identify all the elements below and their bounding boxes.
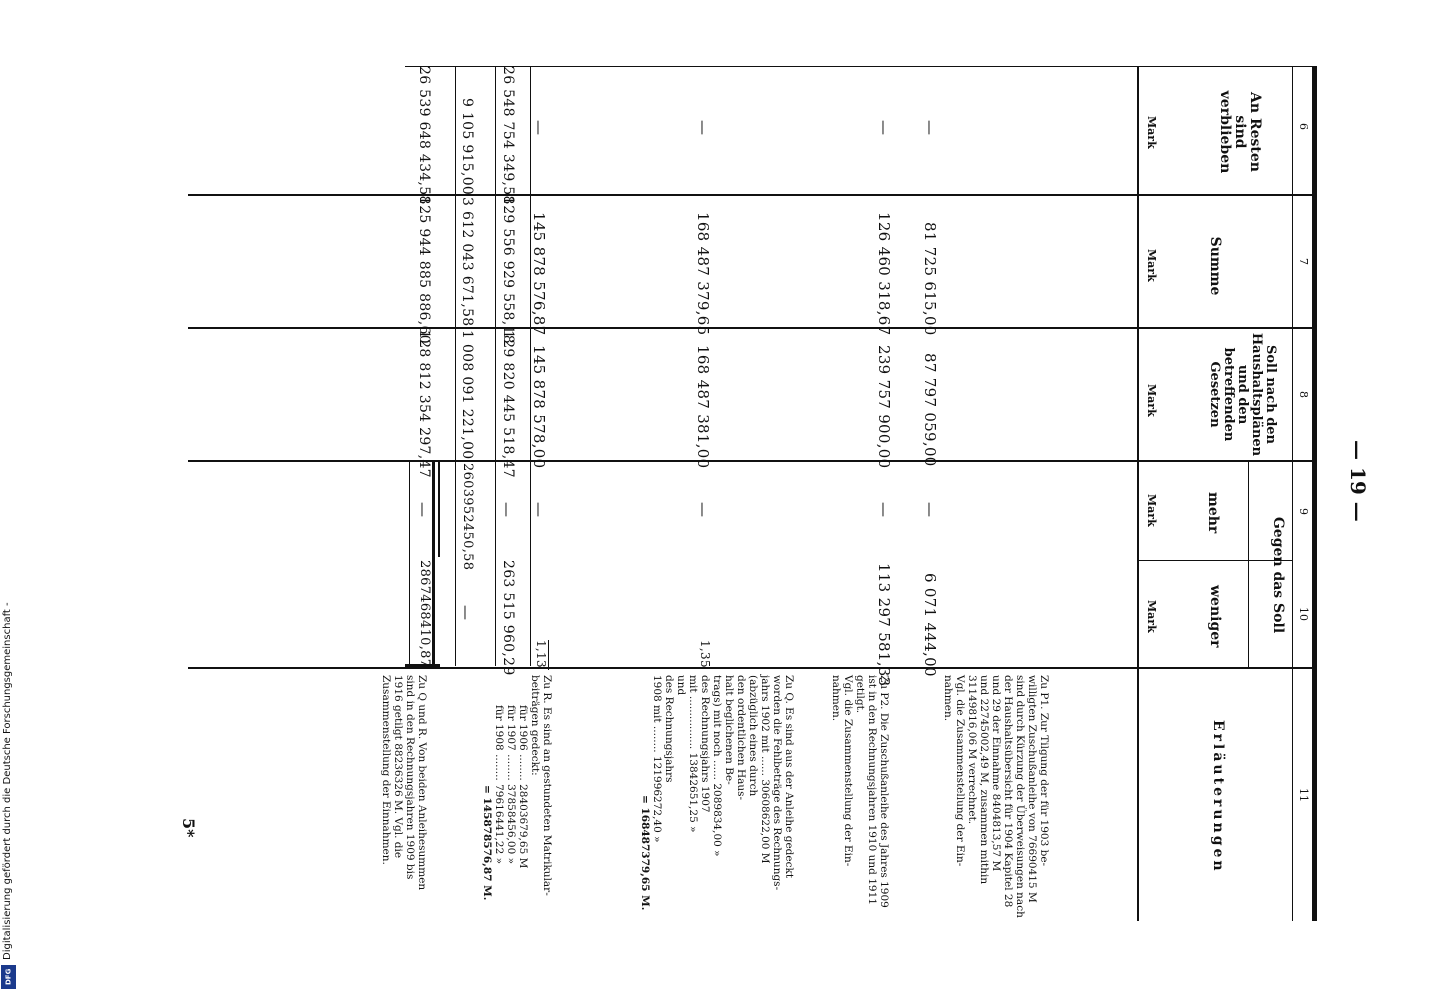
note-r-line: für 1906 ........ 28403679,65 M xyxy=(517,705,529,869)
note-p1-line: nahmen. xyxy=(942,675,954,722)
page-number: — 19 — xyxy=(1346,440,1370,522)
row2-c7: 168 487 379,65 xyxy=(694,212,712,336)
total-sep-2 xyxy=(455,66,456,666)
note-q-und-r xyxy=(380,675,428,925)
note-p1 xyxy=(942,675,1050,925)
sum-bracket-mid xyxy=(438,462,440,557)
row2-c10: 1,35 xyxy=(698,640,712,668)
total2-c7: 125 944 885 886,60 xyxy=(416,196,432,344)
row0-c10: 6 071 444,00 xyxy=(921,573,939,677)
note-q-line: mit ................ 13842651,25 » xyxy=(687,675,699,833)
group-divider xyxy=(1248,460,1249,461)
note-p2-line: Zu P2. Die Zuschußanleihe des Jahres 1909 xyxy=(878,675,890,908)
row3-c6: — xyxy=(530,120,548,135)
row2-c9: — xyxy=(694,502,712,517)
col9-unit: Mark xyxy=(1145,494,1158,527)
note-p1-line: und 22745002,49 M, zusammen mithin xyxy=(978,675,990,885)
col7-title: Summe xyxy=(1207,236,1223,296)
gegen-soll-group: Gegen das Soll xyxy=(1270,516,1286,634)
col10-unit: Mark xyxy=(1145,600,1158,633)
total0-c8: 129 820 445 518,47 xyxy=(500,330,516,478)
row1-c7: 126 460 318,67 xyxy=(875,212,893,336)
col8-title: Soll nach den Haushaltsplänen und den betreffenden Gesetzen xyxy=(1207,332,1278,457)
note-p1-line: 31149816,06 M verrechnet. xyxy=(966,675,978,825)
col10-number: 10 xyxy=(1297,607,1310,621)
col6-unit: Mark xyxy=(1145,116,1158,149)
dfg-logo xyxy=(1,965,16,989)
note-p2-line: ist in den Rechnungsjahren 1910 und 1911 xyxy=(866,675,878,905)
note-p2-line: getilgt. xyxy=(854,675,866,714)
note-r xyxy=(481,675,553,925)
note-q-line: halt beglichenen Be- xyxy=(723,675,735,785)
note-qr-line: sind in den Rechnungsjahren 1909 bis xyxy=(404,675,416,880)
note-r-line: Zu R. Es sind an gestundeten Matrikular- xyxy=(541,675,553,896)
note-p1-line: der Haushaltsübersicht für 1904 Kapitel 28 xyxy=(1002,675,1014,908)
note-qr-line: Zu Q und R. Von beiden Anleihesummen xyxy=(416,675,428,891)
total0-c6: 26 548 754 349,58 xyxy=(500,66,516,205)
note-q-line: 1908 mit ........ 121996272,40 » xyxy=(651,675,663,843)
note-p2-line: Vgl. die Zusammenstellung der Ein- xyxy=(842,675,854,867)
note-qr-line: Zusammenstellung der Einnahmen. xyxy=(380,675,392,865)
row1-c6: — xyxy=(875,120,893,135)
total0-c7: 129 556 929 558,18 xyxy=(500,196,516,344)
side-credit: Digitalisierung gefördert durch die Deutsche Forschungsgemeinschaft - xyxy=(2,602,13,960)
note-q-line: = 168487379,65 M. xyxy=(639,795,651,911)
col11-number: 11 xyxy=(1297,788,1310,802)
total0-c9: — xyxy=(498,502,516,517)
note-q xyxy=(639,675,795,925)
total2-c8: 128 812 354 297,47 xyxy=(416,330,432,478)
row0-c8: 87 797 059,00 xyxy=(921,353,939,467)
note-r-line: für 1907 ........ 37858456,00 » xyxy=(505,705,517,865)
table-top xyxy=(405,66,1315,67)
col9-title: mehr xyxy=(1205,492,1221,534)
footer-mark: 5* xyxy=(179,818,198,838)
col-sep-9-10 xyxy=(1137,560,1292,561)
note-p1-line: willigten Zuschußanleihe von 76690415 M xyxy=(1026,675,1038,903)
note-r-line: = 145878576,87 M. xyxy=(481,785,493,901)
note-r-line: für 1908 ........ 79616441,22 » xyxy=(493,705,505,865)
note-p2 xyxy=(830,675,890,925)
row3-c9: — xyxy=(530,502,548,517)
total1-c10: — xyxy=(457,605,475,620)
col6-title: An Resten sind verblieben xyxy=(1217,90,1263,174)
row1-c9: — xyxy=(875,502,893,517)
note-q-line: und xyxy=(675,675,687,696)
col7-number: 7 xyxy=(1297,258,1310,265)
row1-c10: 113 297 581,33 xyxy=(875,563,893,687)
col-sep-8-9 xyxy=(188,460,1313,462)
col-sep-7-8 xyxy=(188,327,1313,329)
note-q-line: jahrs 1902 mit ...... 30608622,00 M xyxy=(759,675,771,864)
note-q-line: Zu Q. Es sind aus der Anleihe gedeckt xyxy=(783,675,795,879)
total2-c10: 2867468410,87 xyxy=(417,560,432,668)
note-p1-line: und 29 der Einnahme 8404813,57 M xyxy=(990,675,1002,872)
row0-c9: — xyxy=(921,502,939,517)
row1-c8: 239 757 900,00 xyxy=(875,345,893,469)
sum-bracket-left xyxy=(409,462,410,667)
row2-c8: 168 487 381,00 xyxy=(694,345,712,469)
col8-unit: Mark xyxy=(1145,384,1158,417)
col-sep-10-11 xyxy=(188,667,1313,669)
col6-number: 6 xyxy=(1297,123,1310,130)
note-q-line: worden die Fehlbeträge des Rechnungs- xyxy=(771,675,783,891)
total2-c9: — xyxy=(414,502,432,517)
group-header-rule xyxy=(1248,462,1249,667)
total1-c6: 9 105 915,00 xyxy=(459,98,475,196)
col8-number: 8 xyxy=(1297,391,1310,398)
col-sep-6-7 xyxy=(188,194,1313,196)
note-p1-line: Zu P1. Zur Tilgung der für 1903 be- xyxy=(1038,675,1050,867)
note-p2-line: nahmen. xyxy=(830,675,842,722)
note-q-line: den ordentlichen Haus- xyxy=(735,675,747,801)
note-p1-line: sind durch Kürzung der Überweisungen nach xyxy=(1014,675,1026,918)
sum-bracket-right xyxy=(432,462,435,667)
note-sep-q xyxy=(548,640,549,670)
total0-c10: 263 515 960,29 xyxy=(500,560,516,676)
note-r-line: beiträgen gedeckt: xyxy=(529,675,541,776)
note-q-line: des Rechnungsjahrs 1907 xyxy=(699,675,711,813)
note-qr-line: 1916 getilgt 88236326 M. Vgl. die xyxy=(392,675,404,859)
col7-unit: Mark xyxy=(1145,249,1158,282)
col11-title: Erläuterungen xyxy=(1210,720,1226,874)
dfg-logo-text: DFG xyxy=(4,968,13,986)
note-q-line: (abzüglich eines durch xyxy=(747,675,759,797)
row3-c8: 145 878 578,00 xyxy=(530,345,548,469)
col9-number: 9 xyxy=(1297,508,1310,515)
total-sep-1 xyxy=(495,66,496,666)
row3-c7: 145 878 576,87 xyxy=(530,212,548,336)
row3-c10: 1,13 xyxy=(534,640,548,668)
total1-c9: 2603952450,58 xyxy=(460,463,475,571)
note-q-line: des Rechnungsjahrs xyxy=(663,675,675,783)
row2-c6: — xyxy=(694,120,712,135)
note-q-line: trags) mit noch ...... 2089834,00 » xyxy=(711,675,723,857)
row0-c6: — xyxy=(921,120,939,135)
total1-c7: 3 612 043 671,58 xyxy=(459,197,475,327)
note-p1-line: Vgl. die Zusammenstellung der Ein- xyxy=(954,675,966,867)
total1-c8: 1 008 091 221,00 xyxy=(459,330,475,460)
total2-c6: 26 539 648 434,58 xyxy=(416,66,432,205)
row0-c7: 81 725 615,00 xyxy=(921,222,939,336)
col10-title: weniger xyxy=(1207,585,1223,648)
